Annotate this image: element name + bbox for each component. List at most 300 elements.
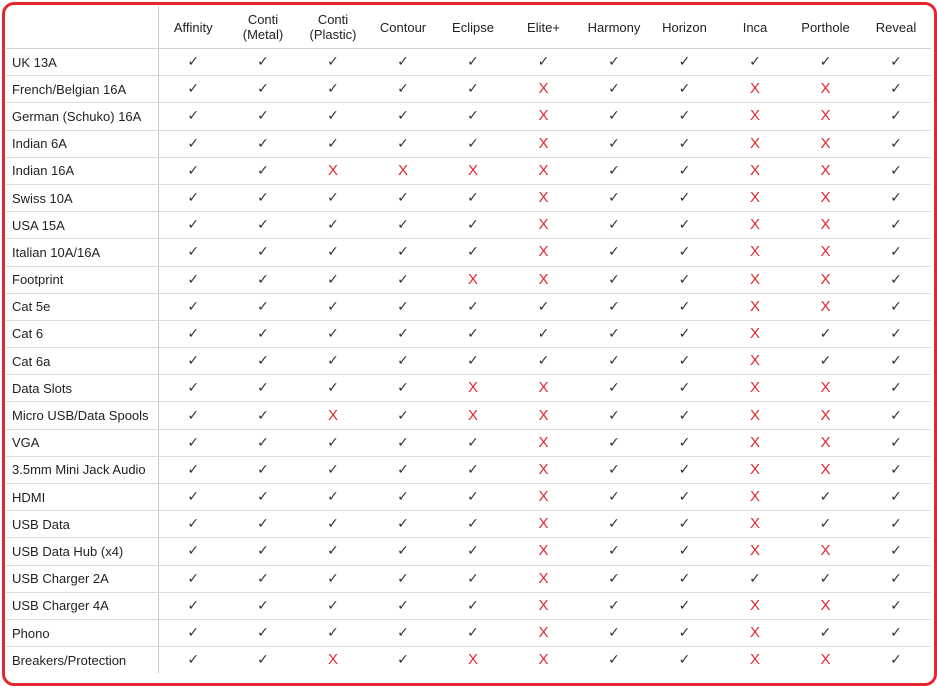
status-cell <box>508 592 579 619</box>
check-mark-icon: ✓ <box>257 107 269 124</box>
check-mark-icon: ✓ <box>187 107 200 124</box>
check-mark-icon: ✓ <box>257 433 269 450</box>
status-cell <box>720 76 790 103</box>
row-label: German (Schuko) 16A <box>6 103 158 130</box>
status-cell <box>298 130 368 157</box>
status-cell <box>649 157 720 184</box>
row-label: USB Charger 2A <box>6 565 158 592</box>
column-header: Elite+ <box>508 6 579 49</box>
status-cell <box>508 456 579 483</box>
check-mark-icon: ✓ <box>537 324 550 341</box>
check-mark-icon: ✓ <box>187 324 200 341</box>
check-mark-icon: ✓ <box>608 216 620 233</box>
cross-mark-icon: X <box>749 324 760 342</box>
status-cell <box>228 565 298 592</box>
status-cell <box>579 266 649 293</box>
row-label: Data Slots <box>6 375 158 402</box>
column-header: Conti (Metal) <box>228 6 298 49</box>
status-cell <box>228 375 298 402</box>
status-cell <box>790 511 861 538</box>
status-cell <box>228 348 298 375</box>
status-cell <box>579 157 649 184</box>
status-cell <box>158 348 228 375</box>
check-mark-icon: ✓ <box>890 488 902 505</box>
table-row <box>6 266 931 293</box>
table-row <box>6 456 931 483</box>
cross-mark-icon: X <box>749 134 760 152</box>
status-cell <box>720 266 790 293</box>
status-cell <box>298 538 368 565</box>
check-mark-icon: ✓ <box>187 433 200 450</box>
row-label: Cat 6 <box>6 320 158 347</box>
row-label: UK 13A <box>6 49 158 76</box>
check-mark-icon: ✓ <box>257 569 269 586</box>
status-cell <box>790 320 861 347</box>
status-cell <box>861 348 931 375</box>
column-header: Porthole <box>790 6 861 49</box>
cross-mark-icon: X <box>820 189 831 207</box>
status-cell <box>298 266 368 293</box>
status-cell <box>298 320 368 347</box>
status-cell <box>368 538 438 565</box>
status-cell <box>298 212 368 239</box>
table-row <box>6 212 931 239</box>
check-mark-icon: ✓ <box>467 216 479 233</box>
check-mark-icon: ✓ <box>819 624 832 641</box>
check-mark-icon: ✓ <box>257 270 269 287</box>
status-cell <box>720 320 790 347</box>
check-mark-icon: ✓ <box>327 107 339 124</box>
row-label: VGA <box>6 429 158 456</box>
check-mark-icon: ✓ <box>257 189 269 206</box>
check-mark-icon: ✓ <box>187 624 200 641</box>
status-cell <box>720 456 790 483</box>
row-label: USA 15A <box>6 212 158 239</box>
check-mark-icon: ✓ <box>678 624 691 641</box>
check-mark-icon: ✓ <box>467 460 479 477</box>
status-cell <box>228 212 298 239</box>
check-mark-icon: ✓ <box>608 596 620 613</box>
table-row <box>6 565 931 592</box>
cross-mark-icon: X <box>820 433 831 451</box>
status-cell <box>438 49 508 76</box>
check-mark-icon: ✓ <box>890 379 902 396</box>
check-mark-icon: ✓ <box>397 189 409 206</box>
check-mark-icon: ✓ <box>749 569 761 586</box>
status-cell <box>649 511 720 538</box>
check-mark-icon: ✓ <box>187 297 200 314</box>
row-label: USB Data Hub (x4) <box>6 538 158 565</box>
cross-mark-icon: X <box>749 297 760 315</box>
status-cell <box>228 484 298 511</box>
check-mark-icon: ✓ <box>257 80 269 97</box>
check-mark-icon: ✓ <box>397 515 409 532</box>
status-cell <box>368 348 438 375</box>
check-mark-icon: ✓ <box>327 53 339 70</box>
check-mark-icon: ✓ <box>397 569 409 586</box>
check-mark-icon: ✓ <box>890 352 902 369</box>
table-row <box>6 647 931 674</box>
status-cell <box>861 212 931 239</box>
check-mark-icon: ✓ <box>467 488 479 505</box>
check-mark-icon: ✓ <box>257 488 269 505</box>
table-row <box>6 511 931 538</box>
status-cell <box>228 402 298 429</box>
status-cell <box>790 157 861 184</box>
cross-mark-icon: X <box>467 270 478 288</box>
column-header: Contour <box>368 6 438 49</box>
status-cell <box>438 76 508 103</box>
check-mark-icon: ✓ <box>187 596 200 613</box>
check-mark-icon: ✓ <box>467 515 479 532</box>
cross-mark-icon: X <box>538 460 549 478</box>
cross-mark-icon: X <box>749 352 760 370</box>
status-cell <box>368 619 438 646</box>
check-mark-icon: ✓ <box>187 243 200 260</box>
cross-mark-icon: X <box>538 433 549 451</box>
status-cell <box>649 402 720 429</box>
row-label: HDMI <box>6 484 158 511</box>
status-cell <box>158 239 228 266</box>
check-mark-icon: ✓ <box>397 297 409 314</box>
row-label: Breakers/Protection <box>6 647 158 674</box>
cross-mark-icon: X <box>327 651 338 669</box>
status-cell <box>228 157 298 184</box>
status-cell <box>790 429 861 456</box>
status-cell <box>861 266 931 293</box>
status-cell <box>508 239 579 266</box>
status-cell <box>158 103 228 130</box>
check-mark-icon: ✓ <box>467 243 479 260</box>
status-cell <box>158 619 228 646</box>
status-cell <box>438 429 508 456</box>
cross-mark-icon: X <box>749 624 760 642</box>
status-cell <box>720 484 790 511</box>
status-cell <box>438 239 508 266</box>
status-cell <box>508 538 579 565</box>
check-mark-icon: ✓ <box>890 460 902 477</box>
status-cell <box>368 293 438 320</box>
status-cell <box>790 538 861 565</box>
check-mark-icon: ✓ <box>257 134 269 151</box>
check-mark-icon: ✓ <box>537 297 550 314</box>
status-cell <box>298 484 368 511</box>
status-cell <box>649 429 720 456</box>
check-mark-icon: ✓ <box>467 134 479 151</box>
status-cell <box>790 266 861 293</box>
check-mark-icon: ✓ <box>890 243 902 260</box>
status-cell <box>579 511 649 538</box>
status-cell <box>158 293 228 320</box>
table-row <box>6 375 931 402</box>
status-cell <box>720 647 790 674</box>
table-row <box>6 130 931 157</box>
row-label: Micro USB/Data Spools <box>6 402 158 429</box>
status-cell <box>368 239 438 266</box>
cross-mark-icon: X <box>820 107 831 125</box>
status-cell <box>368 647 438 674</box>
table-row <box>6 538 931 565</box>
status-cell <box>298 157 368 184</box>
check-mark-icon: ✓ <box>397 134 409 151</box>
status-cell <box>649 239 720 266</box>
check-mark-icon: ✓ <box>257 53 269 70</box>
status-cell <box>298 647 368 674</box>
cross-mark-icon: X <box>538 542 549 560</box>
status-cell <box>861 239 931 266</box>
status-cell <box>579 402 649 429</box>
check-mark-icon: ✓ <box>467 542 479 559</box>
status-cell <box>158 592 228 619</box>
check-mark-icon: ✓ <box>397 216 409 233</box>
check-mark-icon: ✓ <box>397 624 409 641</box>
status-cell <box>790 130 861 157</box>
status-cell <box>228 538 298 565</box>
cross-mark-icon: X <box>749 596 760 614</box>
check-mark-icon: ✓ <box>608 406 620 423</box>
status-cell <box>438 348 508 375</box>
row-label: Cat 6a <box>6 348 158 375</box>
table-row <box>6 402 931 429</box>
check-mark-icon: ✓ <box>257 161 269 178</box>
status-cell <box>438 538 508 565</box>
check-mark-icon: ✓ <box>678 270 691 287</box>
status-cell <box>720 239 790 266</box>
check-mark-icon: ✓ <box>327 596 339 613</box>
status-cell <box>649 565 720 592</box>
column-header: Conti (Plastic) <box>298 6 368 49</box>
check-mark-icon: ✓ <box>467 53 479 70</box>
check-mark-icon: ✓ <box>608 324 620 341</box>
status-cell <box>649 484 720 511</box>
status-cell <box>720 130 790 157</box>
cross-mark-icon: X <box>749 379 760 397</box>
status-cell <box>368 184 438 211</box>
row-label: Italian 10A/16A <box>6 239 158 266</box>
table-row <box>6 184 931 211</box>
status-cell <box>298 348 368 375</box>
status-cell <box>158 184 228 211</box>
check-mark-icon: ✓ <box>467 569 479 586</box>
comparison-table-frame <box>2 2 937 686</box>
table-row <box>6 348 931 375</box>
cross-mark-icon: X <box>749 542 760 560</box>
status-cell <box>438 320 508 347</box>
row-label: 3.5mm Mini Jack Audio <box>6 456 158 483</box>
status-cell <box>790 103 861 130</box>
status-cell <box>579 293 649 320</box>
status-cell <box>720 619 790 646</box>
status-cell <box>861 402 931 429</box>
status-cell <box>861 130 931 157</box>
status-cell <box>861 484 931 511</box>
check-mark-icon: ✓ <box>890 216 902 233</box>
check-mark-icon: ✓ <box>608 161 620 178</box>
check-mark-icon: ✓ <box>467 433 479 450</box>
check-mark-icon: ✓ <box>257 596 269 613</box>
check-mark-icon: ✓ <box>257 515 269 532</box>
check-mark-icon: ✓ <box>608 243 620 260</box>
check-mark-icon: ✓ <box>608 624 620 641</box>
status-cell <box>720 429 790 456</box>
status-cell <box>790 375 861 402</box>
check-mark-icon: ✓ <box>327 624 339 641</box>
status-cell <box>720 212 790 239</box>
check-mark-icon: ✓ <box>397 243 409 260</box>
row-label: Cat 5e <box>6 293 158 320</box>
status-cell <box>579 538 649 565</box>
check-mark-icon: ✓ <box>678 651 691 668</box>
check-mark-icon: ✓ <box>890 596 902 613</box>
status-cell <box>298 511 368 538</box>
check-mark-icon: ✓ <box>257 297 269 314</box>
check-mark-icon: ✓ <box>890 515 902 532</box>
status-cell <box>298 184 368 211</box>
check-mark-icon: ✓ <box>678 488 691 505</box>
cross-mark-icon: X <box>749 161 760 179</box>
check-mark-icon: ✓ <box>327 270 339 287</box>
check-mark-icon: ✓ <box>890 80 902 97</box>
cross-mark-icon: X <box>820 134 831 152</box>
check-mark-icon: ✓ <box>397 406 409 423</box>
cross-mark-icon: X <box>749 406 760 424</box>
check-mark-icon: ✓ <box>187 80 200 97</box>
check-mark-icon: ✓ <box>187 406 200 423</box>
check-mark-icon: ✓ <box>257 216 269 233</box>
status-cell <box>790 239 861 266</box>
status-cell <box>861 293 931 320</box>
check-mark-icon: ✓ <box>890 297 902 314</box>
status-cell <box>368 76 438 103</box>
status-cell <box>228 619 298 646</box>
check-mark-icon: ✓ <box>187 542 200 559</box>
status-cell <box>861 511 931 538</box>
status-cell <box>861 565 931 592</box>
check-mark-icon: ✓ <box>890 161 902 178</box>
header-row <box>6 6 931 49</box>
check-mark-icon: ✓ <box>608 80 620 97</box>
status-cell <box>790 565 861 592</box>
cross-mark-icon: X <box>749 651 760 669</box>
status-cell <box>720 511 790 538</box>
check-mark-icon: ✓ <box>257 624 269 641</box>
check-mark-icon: ✓ <box>819 352 832 369</box>
cross-mark-icon: X <box>749 270 760 288</box>
status-cell <box>438 103 508 130</box>
check-mark-icon: ✓ <box>749 53 761 70</box>
check-mark-icon: ✓ <box>890 433 902 450</box>
check-mark-icon: ✓ <box>678 406 691 423</box>
status-cell <box>649 212 720 239</box>
row-label: French/Belgian 16A <box>6 76 158 103</box>
cross-mark-icon: X <box>820 243 831 261</box>
table-body <box>6 49 931 674</box>
cross-mark-icon: X <box>820 542 831 560</box>
status-cell <box>649 375 720 402</box>
cross-mark-icon: X <box>749 515 760 533</box>
cross-mark-icon: X <box>749 80 760 98</box>
row-label: Swiss 10A <box>6 184 158 211</box>
status-cell <box>368 592 438 619</box>
check-mark-icon: ✓ <box>467 297 479 314</box>
status-cell <box>158 375 228 402</box>
status-cell <box>508 511 579 538</box>
check-mark-icon: ✓ <box>608 460 620 477</box>
status-cell <box>158 266 228 293</box>
status-cell <box>649 456 720 483</box>
status-cell <box>720 49 790 76</box>
status-cell <box>158 565 228 592</box>
table-row <box>6 76 931 103</box>
check-mark-icon: ✓ <box>397 53 409 70</box>
cross-mark-icon: X <box>820 651 831 669</box>
status-cell <box>790 348 861 375</box>
status-cell <box>158 130 228 157</box>
cross-mark-icon: X <box>397 161 408 179</box>
status-cell <box>579 565 649 592</box>
check-mark-icon: ✓ <box>678 107 691 124</box>
check-mark-icon: ✓ <box>327 433 339 450</box>
check-mark-icon: ✓ <box>187 161 200 178</box>
status-cell <box>720 538 790 565</box>
cross-mark-icon: X <box>749 189 760 207</box>
status-cell <box>228 76 298 103</box>
check-mark-icon: ✓ <box>467 189 479 206</box>
status-cell <box>298 49 368 76</box>
row-label: USB Charger 4A <box>6 592 158 619</box>
status-cell <box>508 484 579 511</box>
check-mark-icon: ✓ <box>397 488 409 505</box>
check-mark-icon: ✓ <box>327 189 339 206</box>
check-mark-icon: ✓ <box>608 134 620 151</box>
status-cell <box>368 130 438 157</box>
check-mark-icon: ✓ <box>187 134 200 151</box>
status-cell <box>649 130 720 157</box>
status-cell <box>861 184 931 211</box>
status-cell <box>790 619 861 646</box>
check-mark-icon: ✓ <box>608 379 620 396</box>
status-cell <box>228 103 298 130</box>
cross-mark-icon: X <box>820 379 831 397</box>
check-mark-icon: ✓ <box>467 352 479 369</box>
status-cell <box>579 619 649 646</box>
check-mark-icon: ✓ <box>890 624 902 641</box>
corner-cell <box>6 6 158 49</box>
check-mark-icon: ✓ <box>397 379 409 396</box>
check-mark-icon: ✓ <box>257 243 269 260</box>
check-mark-icon: ✓ <box>257 324 269 341</box>
check-mark-icon: ✓ <box>187 352 200 369</box>
status-cell <box>508 212 579 239</box>
status-cell <box>298 592 368 619</box>
check-mark-icon: ✓ <box>819 515 832 532</box>
status-cell <box>649 184 720 211</box>
status-cell <box>649 348 720 375</box>
status-cell <box>579 76 649 103</box>
status-cell <box>649 266 720 293</box>
status-cell <box>861 320 931 347</box>
column-header: Horizon <box>649 6 720 49</box>
check-mark-icon: ✓ <box>819 488 832 505</box>
status-cell <box>438 130 508 157</box>
status-cell <box>720 348 790 375</box>
check-mark-icon: ✓ <box>397 107 409 124</box>
check-mark-icon: ✓ <box>187 53 200 70</box>
status-cell <box>438 375 508 402</box>
status-cell <box>508 320 579 347</box>
status-cell <box>438 647 508 674</box>
check-mark-icon: ✓ <box>608 569 620 586</box>
